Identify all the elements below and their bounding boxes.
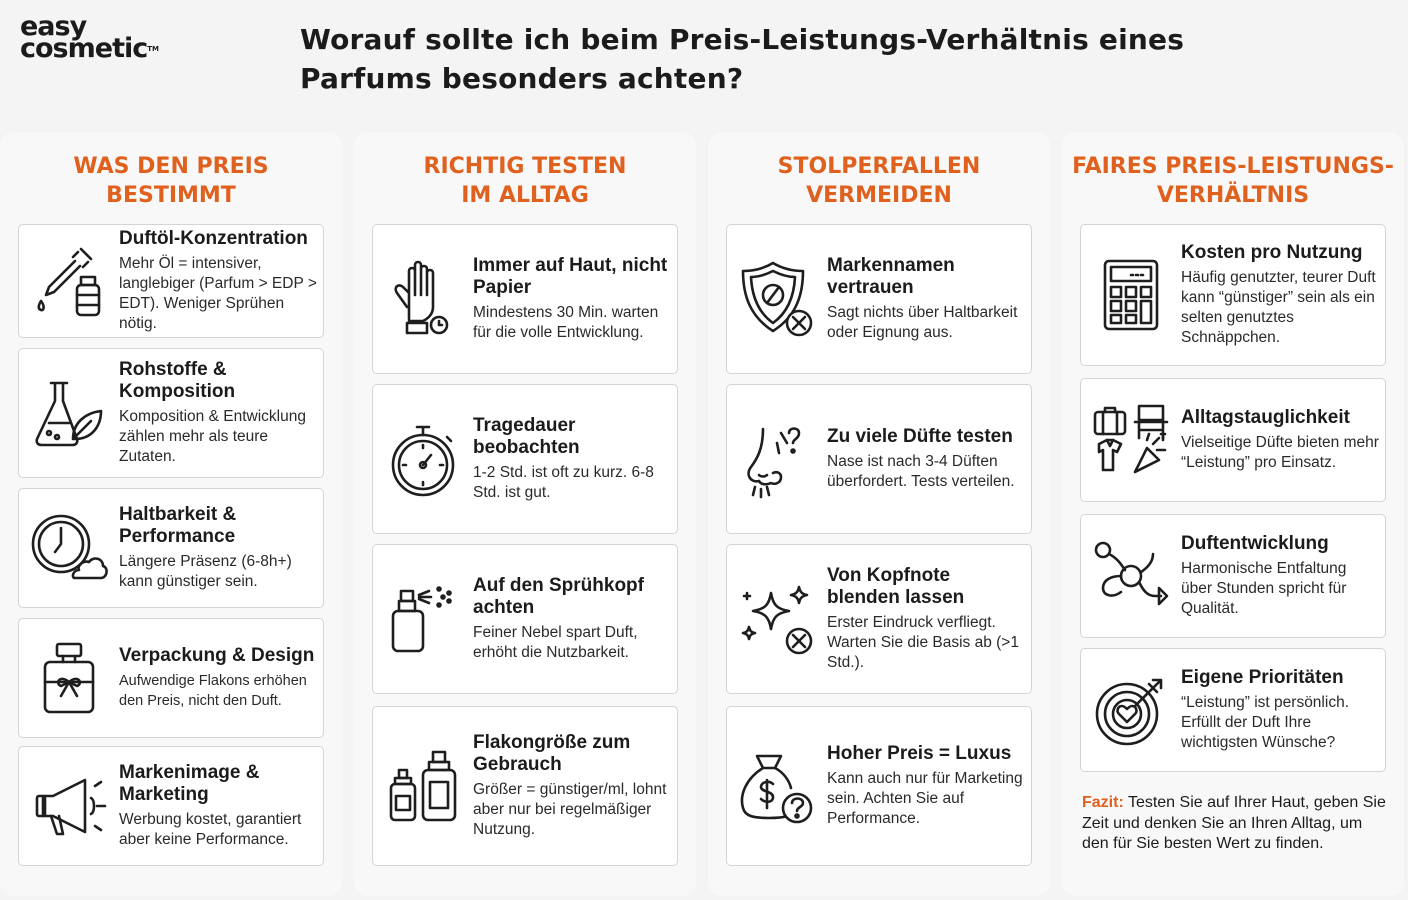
card-haltbarkeit [18, 488, 324, 608]
card-title: Tragedauer beobachten [473, 415, 580, 458]
shield-x-icon [737, 259, 817, 339]
column-heading: STOLPERFALLEN VERMEIDEN [777, 154, 981, 208]
card-title: Kosten pro Nutzung [1181, 242, 1363, 263]
brand-logo [20, 11, 159, 64]
money-bag-question-icon [737, 746, 817, 826]
column-price-factors [0, 132, 342, 896]
column-heading: RICHTIG TESTEN IM ALLTAG [423, 154, 627, 208]
card-text: Harmonische Entfaltung über Stunden spricht für Qualität. [1181, 560, 1347, 617]
calculator-icon [1091, 255, 1171, 335]
spray-bottle-icon [383, 579, 463, 659]
brand-line1: easy [20, 11, 87, 42]
card-title: Auf den Sprühkopf achten [473, 575, 644, 618]
brand-tm: TM [147, 45, 159, 53]
megaphone-icon [29, 766, 109, 846]
card-title: Eigene Prioritäten [1181, 667, 1344, 688]
column-fair-value [1062, 132, 1404, 896]
card-text: 1-2 Std. ist oft zu kurz. 6-8 Std. ist gut. [473, 464, 654, 501]
target-heart-icon [1091, 670, 1171, 750]
dropper-bottle-icon [29, 241, 109, 321]
card-markenimage [18, 746, 324, 866]
card-text: Längere Präsenz (6-8h+) kann günstiger sein. [119, 553, 292, 590]
nose-question-icon [737, 419, 817, 499]
card-text: Komposition & Entwicklung zählen mehr als teure Zutaten. [119, 408, 306, 465]
card-text: Nase ist nach 3-4 Düften überfordert. Tests verteilen. [827, 453, 1015, 490]
card-title: Duftentwicklung [1181, 533, 1329, 554]
card-text: Feiner Nebel spart Duft, erhöht die Nutzbarkeit. [473, 624, 638, 661]
stopwatch-icon [383, 419, 463, 499]
card-title: Markennamen vertrauen [827, 255, 955, 298]
card-text: Erster Eindruck verfliegt. Warten Sie die Basis ab (>1 Std.). [827, 614, 1019, 671]
card-flakongroesse [372, 706, 678, 866]
card-title: Haltbarkeit & Performance [119, 504, 237, 547]
card-text: Werbung kostet, garantiert aber keine Performance. [119, 811, 302, 848]
card-kosten [1080, 224, 1386, 366]
card-title: Rohstoffe & Komposition [119, 359, 236, 402]
card-rohstoffe [18, 348, 324, 478]
card-text: “Leistung” ist persönlich. Erfüllt der Duft Ihre wichtigsten Wünsche? [1181, 694, 1349, 751]
brand-line2: cosmetic [20, 33, 148, 64]
card-title: Zu viele Düfte testen [827, 426, 1013, 447]
card-spruehkopf [372, 544, 678, 694]
card-text: Mehr Öl = intensiver, langlebiger (Parfum > EDP > EDT). Weniger Sprühen nötig. [119, 255, 317, 332]
card-duftentwicklung [1080, 514, 1386, 638]
hand-clock-icon [383, 259, 463, 339]
card-zu-viele [726, 384, 1032, 534]
flow-nodes-icon [1091, 536, 1171, 616]
card-kopfnote [726, 544, 1032, 694]
sparkle-x-icon [737, 579, 817, 659]
card-title: Markenimage & Marketing [119, 762, 260, 805]
column-pitfalls [708, 132, 1050, 896]
card-text: Sagt nichts über Haltbarkeit oder Eignung aus. [827, 304, 1018, 341]
card-text: Kann auch nur für Marketing sein. Achten Sie auf Performance. [827, 770, 1023, 827]
column-testing [354, 132, 696, 896]
card-duftoel [18, 224, 324, 338]
column-heading: FAIRES PREIS-LEISTUNGS-VERHÄLTNIS [1072, 154, 1394, 208]
gift-bottle-icon [29, 638, 109, 718]
fazit-text: Testen Sie auf Ihrer Haut, geben Sie Zeit und denken Sie an Ihren Alltag, um den für Sie besten Wert zu finden. [1082, 794, 1386, 852]
fazit [1082, 793, 1392, 855]
card-verpackung [18, 618, 324, 738]
card-title: Immer auf Haut, nicht Papier [473, 255, 668, 298]
card-prioritaeten [1080, 648, 1386, 772]
card-text: Vielseitige Düfte bieten mehr “Leistung” pro Einsatz. [1181, 434, 1379, 471]
card-title: Alltagstauglichkeit [1181, 407, 1350, 428]
card-title: Hoher Preis = Luxus [827, 743, 1012, 764]
column-heading: WAS DEN PREIS BESTIMMT [73, 154, 269, 208]
card-markennamen [726, 224, 1032, 374]
card-title: Von Kopfnote blenden lassen [827, 565, 965, 608]
card-text: Größer = günstiger/ml, lohnt aber nur bei regelmäßiger Nutzung. [473, 781, 667, 838]
card-haut [372, 224, 678, 374]
card-tragedauer [372, 384, 678, 534]
card-title: Flakongröße zum Gebrauch [473, 732, 631, 775]
card-text: Häufig genutzter, teurer Duft kann “günstiger” sein als ein selten genutztes Schnäppchen. [1181, 269, 1376, 346]
card-hoher-preis [726, 706, 1032, 866]
bottles-icon [383, 746, 463, 826]
card-text: Mindestens 30 Min. warten für die volle Entwicklung. [473, 304, 659, 341]
fazit-label: Fazit: [1082, 794, 1124, 811]
flask-leaf-icon [29, 373, 109, 453]
card-title: Verpackung & Design [119, 645, 315, 666]
page-title: Worauf sollte ich beim Preis-Leistungs-Verhältnis eines Parfums besonders achten? [300, 23, 1185, 95]
clock-cloud-icon [29, 508, 109, 588]
card-text: Aufwendige Flakons erhöhen den Preis, nicht den Duft. [119, 673, 307, 709]
card-alltag [1080, 378, 1386, 502]
everyday-icons-icon [1091, 400, 1171, 480]
card-title: Duftöl-Konzentration [119, 228, 308, 249]
